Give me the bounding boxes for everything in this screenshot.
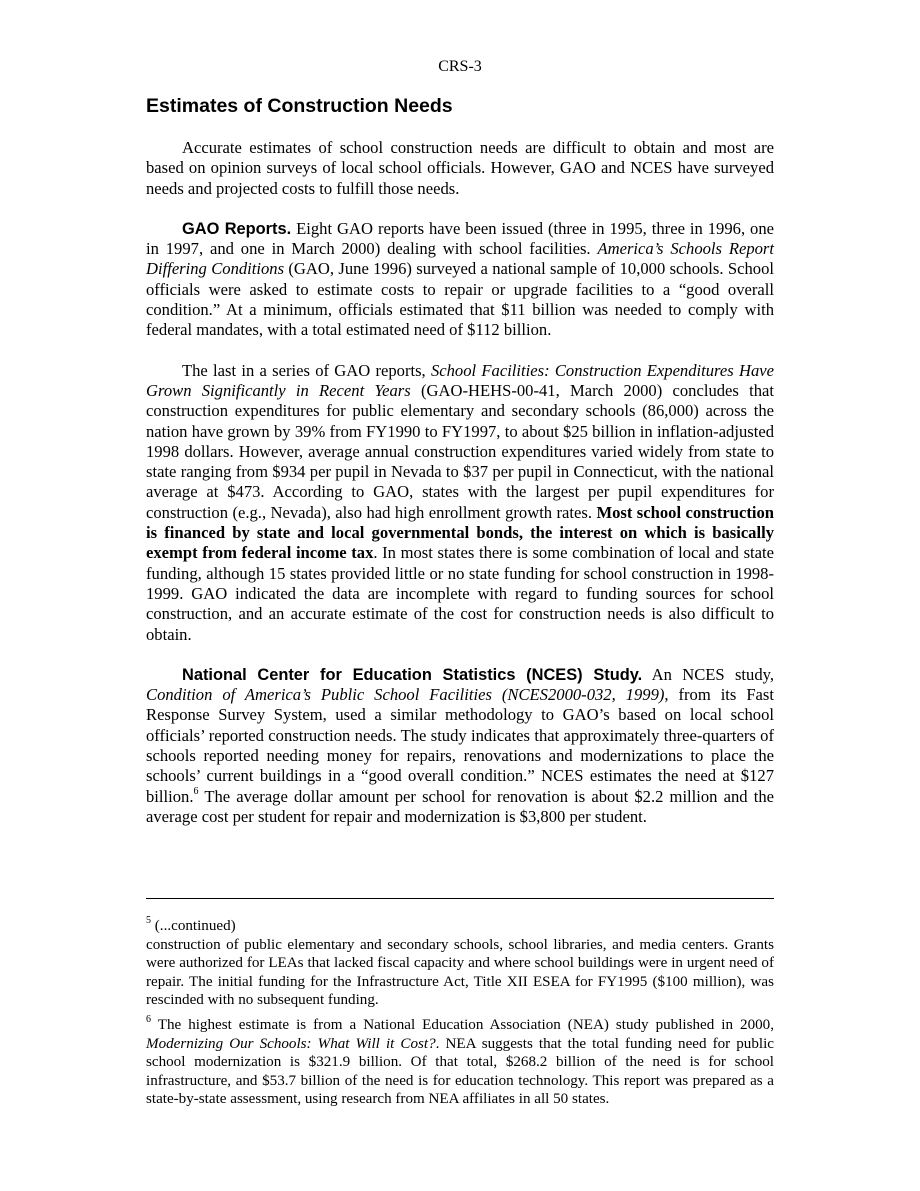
page-number-header: CRS-3 <box>438 58 482 75</box>
footnote-6-text-1: The highest estimate is from a National Education Association (NEA) study published in 2000, <box>151 1016 774 1033</box>
section-title: Estimates of Construction Needs <box>146 95 453 117</box>
gao-report-title: America’s Schools Report Differing Conditions <box>146 239 775 279</box>
footnote-5 <box>146 914 774 1010</box>
nces-study-heading: National Center for Education Statistics (NCES) Study. <box>182 665 643 684</box>
nces-study-paragraph <box>146 665 774 827</box>
nces-study-title: Condition of America’s Public School Facilities (NCES2000-032, 1999) <box>146 685 665 705</box>
gao-text-2: (GAO, June 1996) surveyed a national sample of 10,000 schools. School officials were asked to estimate costs to repair or upgrade facilities to a “good overall condition.” At a minimum, officials estimated that $11 billion was needed to comply with federal mandates, with a total estimated need of $112 billion. <box>146 259 774 340</box>
footnote-5-continued: (...continued) <box>151 918 236 934</box>
footnote-divider <box>146 898 774 899</box>
gao-last-text-3: . In most states there is some combination of local and state funding, although 15 states provided little or no state funding for school construction in 1998-1999. GAO indicated the data are incomplete with regard to funding sources for school construction, and an accurate estimate of the cost for construction needs is also difficult to obtain. <box>146 543 774 644</box>
nces-text-2: , from its Fast Response Survey System, used a similar methodology to GAO’s based on local school officials’ reported construction needs. The study indicates that approximately three-quarters of schools reported needing money for repairs, renovations and modernizations to place the schools’ current buildings in a “good overall condition.” NCES estimates the need at $127 billion. <box>146 685 774 806</box>
footnote-6 <box>146 1013 774 1109</box>
footnote-5-text: construction of public elementary and secondary schools, school libraries, and media centers. Grants were authorized for LEAs that lacked fiscal capacity and where school buildings were in urgent need of repair. The initial funding for the Infrastructure Act, Title XII ESEA for FY1995 ($100 million), was rescinded with no subsequent funding. <box>146 936 774 1009</box>
footnote-5-marker: 5 <box>146 914 151 926</box>
gao-reports-heading: GAO Reports. <box>182 219 292 238</box>
gao-reports-paragraph <box>146 219 774 341</box>
intro-paragraph <box>146 138 774 199</box>
footnote-ref-6[interactable]: 6 <box>193 786 199 798</box>
main-content <box>146 94 774 847</box>
footnote-6-title: Modernizing Our Schools: What Will it Cost? <box>146 1035 436 1052</box>
footnote-6-marker: 6 <box>146 1013 151 1025</box>
gao-text-1: Eight GAO reports have been issued (three in 1995, three in 1996, one in 1997, and one in March 2000) dealing with school facilities. <box>146 218 775 259</box>
gao-last-report-paragraph <box>146 361 774 645</box>
nces-text-3: The average dollar amount per school for renovation is about $2.2 million and the average cost per student for repair and modernization is $3,800 per student. <box>146 786 774 826</box>
footnotes <box>146 898 774 1115</box>
nces-text-1: An NCES study, <box>642 664 774 684</box>
gao-last-report-title: School Facilities: Construction Expenditures Have Grown Significantly in Recent Years <box>146 360 774 400</box>
gao-last-text-1: The last in a series of GAO reports, <box>182 360 431 380</box>
intro-text: Accurate estimates of school construction needs are difficult to obtain and most are based on opinion surveys of local school officials. However, GAO and NCES have surveyed needs and projected costs to fulfill those needs. <box>146 138 774 198</box>
footnote-6-text-2: . NEA suggests that the total funding need for public school modernization is $321.9 billion. Of that total, $268.2 billion of the need is for school infrastructure, and $53.7 billion of the need is for education technology. This report was prepared as a state-by-state assessment, using research from NEA affiliates in all 50 states. <box>146 1035 774 1108</box>
financing-bold-statement: Most school construction is financed by state and local governmental bonds, the interest on which is basically exempt from federal income tax <box>146 502 774 563</box>
gao-last-text-2: (GAO-HEHS-00-41, March 2000) concludes that construction expenditures for public elementary and secondary schools (86,000) across the nation have grown by 39% from FY1990 to FY1997, to about $25 billion in inflation-adjusted 1998 dollars. However, average annual construction expenditures varied widely from state to state ranging from $934 per pupil in Nevada to $37 per pupil in Connecticut, with the national average at $473. According to GAO, states with the largest per pupil expenditures for construction (e.g., Nevada), also had high enrollment growth rates. <box>146 380 774 522</box>
